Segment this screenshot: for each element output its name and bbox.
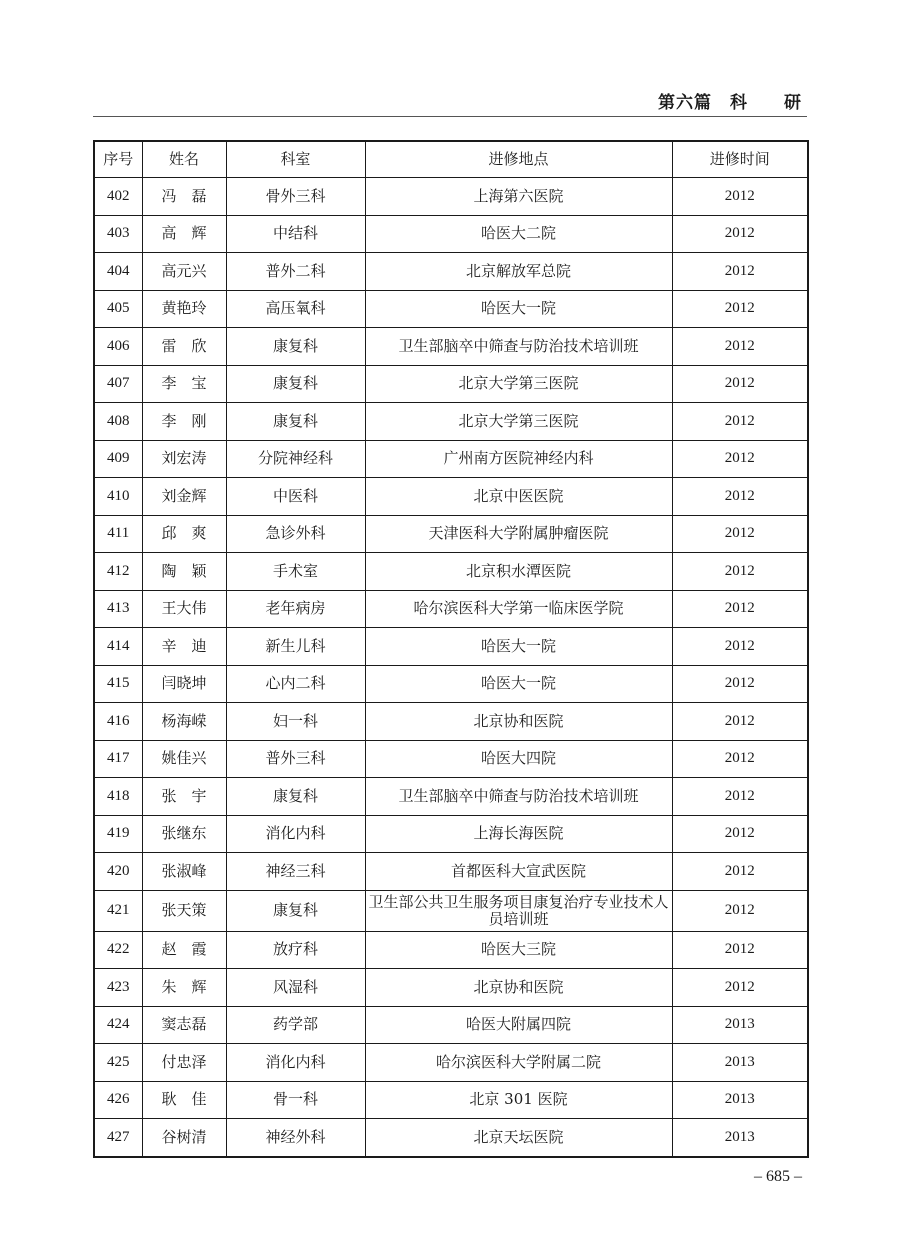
- table-row: [94, 215, 808, 253]
- serial-cell: 403: [94, 215, 142, 253]
- table-row: [94, 931, 808, 969]
- table-row: [94, 703, 808, 741]
- year-cell: 2012: [672, 931, 808, 969]
- location-cell: 哈尔滨医科大学第一临床医学院: [365, 590, 672, 628]
- table-row: [94, 478, 808, 516]
- name-cell: 杨海嵘: [142, 703, 226, 741]
- year-cell: 2012: [672, 178, 808, 216]
- table-row: [94, 290, 808, 328]
- department-cell: 消化内科: [226, 1044, 365, 1082]
- serial-cell: 421: [94, 890, 142, 931]
- department-cell: 心内二科: [226, 665, 365, 703]
- serial-cell: 425: [94, 1044, 142, 1082]
- name-cell: 黄艳玲: [142, 290, 226, 328]
- name-cell: 赵 霞: [142, 931, 226, 969]
- location-cell: 上海第六医院: [365, 178, 672, 216]
- year-cell: 2013: [672, 1119, 808, 1157]
- location-cell: 首都医科大宣武医院: [365, 853, 672, 891]
- name-cell: 李 刚: [142, 403, 226, 441]
- year-cell: 2012: [672, 478, 808, 516]
- serial-cell: 407: [94, 365, 142, 403]
- serial-cell: 413: [94, 590, 142, 628]
- year-cell: 2012: [672, 778, 808, 816]
- name-cell: 雷 欣: [142, 328, 226, 366]
- table-row: [94, 890, 808, 931]
- location-cell: 北京大学第三医院: [365, 365, 672, 403]
- serial-cell: 406: [94, 328, 142, 366]
- year-cell: 2012: [672, 253, 808, 291]
- name-cell: 窦志磊: [142, 1006, 226, 1044]
- name-cell: 张 宇: [142, 778, 226, 816]
- year-cell: 2012: [672, 703, 808, 741]
- name-cell: 张天策: [142, 890, 226, 931]
- department-cell: 中结科: [226, 215, 365, 253]
- location-cell: 卫生部脑卒中筛查与防治技术培训班: [365, 778, 672, 816]
- serial-cell: 409: [94, 440, 142, 478]
- location-cell: 上海长海医院: [365, 815, 672, 853]
- name-cell: 耿 佳: [142, 1081, 226, 1119]
- header-divider: [93, 116, 807, 117]
- serial-cell: 416: [94, 703, 142, 741]
- location-cell: 哈医大一院: [365, 665, 672, 703]
- department-cell: 药学部: [226, 1006, 365, 1044]
- location-cell: 卫生部脑卒中筛查与防治技术培训班: [365, 328, 672, 366]
- name-cell: 辛 迪: [142, 628, 226, 666]
- location-cell: 北京协和医院: [365, 969, 672, 1007]
- year-cell: 2012: [672, 890, 808, 931]
- column-header-serial: 序号: [94, 141, 142, 178]
- location-cell: 北京协和医院: [365, 703, 672, 741]
- table-row: [94, 178, 808, 216]
- department-cell: 老年病房: [226, 590, 365, 628]
- department-cell: 神经三科: [226, 853, 365, 891]
- serial-cell: 410: [94, 478, 142, 516]
- table-row: [94, 665, 808, 703]
- year-cell: 2012: [672, 403, 808, 441]
- serial-cell: 405: [94, 290, 142, 328]
- serial-cell: 419: [94, 815, 142, 853]
- department-cell: 康复科: [226, 403, 365, 441]
- location-cell: 北京大学第三医院: [365, 403, 672, 441]
- year-cell: 2012: [672, 590, 808, 628]
- department-cell: 康复科: [226, 890, 365, 931]
- name-cell: 姚佳兴: [142, 740, 226, 778]
- year-cell: 2012: [672, 515, 808, 553]
- serial-cell: 418: [94, 778, 142, 816]
- name-cell: 谷树清: [142, 1119, 226, 1157]
- department-cell: 急诊外科: [226, 515, 365, 553]
- table-row: [94, 515, 808, 553]
- serial-cell: 412: [94, 553, 142, 591]
- column-header-training-year: 进修时间: [672, 141, 808, 178]
- name-cell: 冯 磊: [142, 178, 226, 216]
- table-row: [94, 328, 808, 366]
- name-cell: 朱 辉: [142, 969, 226, 1007]
- name-cell: 刘金辉: [142, 478, 226, 516]
- table-row: [94, 440, 808, 478]
- table-row: [94, 1006, 808, 1044]
- year-cell: 2012: [672, 969, 808, 1007]
- table-row: [94, 553, 808, 591]
- name-cell: 闫晓坤: [142, 665, 226, 703]
- location-cell: 广州南方医院神经内科: [365, 440, 672, 478]
- serial-cell: 415: [94, 665, 142, 703]
- column-header-department: 科室: [226, 141, 365, 178]
- name-cell: 刘宏涛: [142, 440, 226, 478]
- table-row: [94, 815, 808, 853]
- department-cell: 高压氧科: [226, 290, 365, 328]
- table-row: [94, 853, 808, 891]
- serial-cell: 423: [94, 969, 142, 1007]
- table-row: [94, 1119, 808, 1157]
- location-cell: 哈尔滨医科大学附属二院: [365, 1044, 672, 1082]
- name-cell: 王大伟: [142, 590, 226, 628]
- name-cell: 张继东: [142, 815, 226, 853]
- year-cell: 2012: [672, 365, 808, 403]
- year-cell: 2012: [672, 553, 808, 591]
- department-cell: 风湿科: [226, 969, 365, 1007]
- serial-cell: 420: [94, 853, 142, 891]
- serial-cell: 417: [94, 740, 142, 778]
- table-row: [94, 740, 808, 778]
- department-cell: 康复科: [226, 778, 365, 816]
- table-row: [94, 1081, 808, 1119]
- year-cell: 2012: [672, 665, 808, 703]
- column-header-name: 姓名: [142, 141, 226, 178]
- location-cell: 卫生部公共卫生服务项目康复治疗专业技术人员培训班: [365, 890, 672, 931]
- department-cell: 普外二科: [226, 253, 365, 291]
- column-header-training-location: 进修地点: [365, 141, 672, 178]
- location-cell: 哈医大附属四院: [365, 1006, 672, 1044]
- serial-cell: 404: [94, 253, 142, 291]
- year-cell: 2013: [672, 1081, 808, 1119]
- serial-cell: 408: [94, 403, 142, 441]
- department-cell: 分院神经科: [226, 440, 365, 478]
- department-cell: 普外三科: [226, 740, 365, 778]
- location-cell: 哈医大一院: [365, 290, 672, 328]
- serial-cell: 422: [94, 931, 142, 969]
- year-cell: 2012: [672, 215, 808, 253]
- year-cell: 2012: [672, 628, 808, 666]
- department-cell: 康复科: [226, 328, 365, 366]
- year-cell: 2012: [672, 815, 808, 853]
- location-cell: 哈医大三院: [365, 931, 672, 969]
- table-row: [94, 403, 808, 441]
- location-cell: 北京天坛医院: [365, 1119, 672, 1157]
- serial-cell: 411: [94, 515, 142, 553]
- name-cell: 付忠泽: [142, 1044, 226, 1082]
- table-row: [94, 778, 808, 816]
- name-cell: 高 辉: [142, 215, 226, 253]
- year-cell: 2013: [672, 1044, 808, 1082]
- department-cell: 中医科: [226, 478, 365, 516]
- serial-cell: 426: [94, 1081, 142, 1119]
- year-cell: 2012: [672, 853, 808, 891]
- location-cell: 北京解放军总院: [365, 253, 672, 291]
- year-cell: 2012: [672, 740, 808, 778]
- table-body: [94, 178, 808, 1157]
- year-cell: 2013: [672, 1006, 808, 1044]
- serial-cell: 402: [94, 178, 142, 216]
- department-cell: 骨外三科: [226, 178, 365, 216]
- table-row: [94, 969, 808, 1007]
- training-records-table: [93, 140, 809, 1158]
- department-cell: 新生儿科: [226, 628, 365, 666]
- location-cell: 北京中医医院: [365, 478, 672, 516]
- name-cell: 高元兴: [142, 253, 226, 291]
- location-cell: 北京积水潭医院: [365, 553, 672, 591]
- page-number: – 685 –: [754, 1168, 802, 1185]
- location-cell: 哈医大一院: [365, 628, 672, 666]
- department-cell: 神经外科: [226, 1119, 365, 1157]
- serial-cell: 414: [94, 628, 142, 666]
- location-cell: 哈医大四院: [365, 740, 672, 778]
- year-cell: 2012: [672, 328, 808, 366]
- section-title: 第六篇 科 研: [658, 93, 802, 113]
- table-row: [94, 253, 808, 291]
- year-cell: 2012: [672, 290, 808, 328]
- table-row: [94, 1044, 808, 1082]
- name-cell: 陶 颖: [142, 553, 226, 591]
- name-cell: 张淑峰: [142, 853, 226, 891]
- year-cell: 2012: [672, 440, 808, 478]
- location-cell: 哈医大二院: [365, 215, 672, 253]
- serial-cell: 424: [94, 1006, 142, 1044]
- name-cell: 邱 爽: [142, 515, 226, 553]
- department-cell: 放疗科: [226, 931, 365, 969]
- table-row: [94, 590, 808, 628]
- name-cell: 李 宝: [142, 365, 226, 403]
- department-cell: 手术室: [226, 553, 365, 591]
- department-cell: 妇一科: [226, 703, 365, 741]
- serial-cell: 427: [94, 1119, 142, 1157]
- table-row: [94, 365, 808, 403]
- location-cell: 北京 301 医院: [365, 1081, 672, 1119]
- department-cell: 消化内科: [226, 815, 365, 853]
- department-cell: 康复科: [226, 365, 365, 403]
- department-cell: 骨一科: [226, 1081, 365, 1119]
- table-row: [94, 628, 808, 666]
- table-header-row: [94, 141, 808, 178]
- location-cell: 天津医科大学附属肿瘤医院: [365, 515, 672, 553]
